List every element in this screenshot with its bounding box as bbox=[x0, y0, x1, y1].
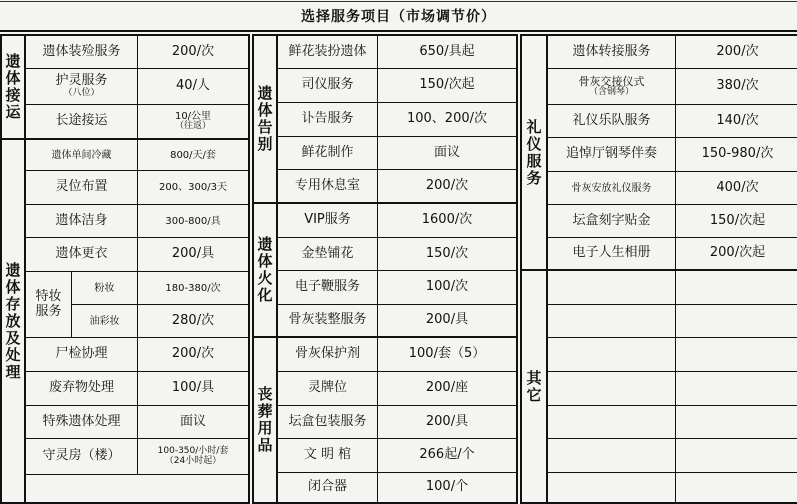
service-price: 200/具 bbox=[138, 238, 248, 272]
service-price: 100/个 bbox=[425, 479, 469, 495]
service-price: 140/次 bbox=[676, 105, 797, 138]
makeup-type-text: 油彩妆 bbox=[89, 315, 120, 327]
column-2 bbox=[252, 34, 518, 504]
service-price: 650/具起 bbox=[378, 36, 516, 69]
service-name: 鲜花装扮遗体 bbox=[278, 36, 378, 69]
makeup-type bbox=[72, 305, 138, 338]
service-price: 150/次起 bbox=[378, 69, 516, 103]
service-name: 守灵房（楼） bbox=[26, 439, 138, 475]
service-name: 司仪服务 bbox=[278, 69, 378, 103]
service-name-text: 遗体单间冷藏 bbox=[51, 149, 112, 161]
service-name: 遗体洁身 bbox=[26, 205, 138, 238]
price-sub: （24小时起） bbox=[164, 455, 222, 466]
service-name: VIP服务 bbox=[278, 204, 378, 238]
title-rule bbox=[0, 30, 797, 32]
column-1 bbox=[0, 34, 250, 504]
empty-cell bbox=[548, 338, 676, 372]
service-name: 遗体转接服务 bbox=[548, 36, 676, 69]
service-price bbox=[138, 171, 248, 205]
service-price: 200/具 bbox=[378, 406, 516, 439]
service-name: 电子鞭服务 bbox=[278, 271, 378, 305]
price-text: 800/天/套 bbox=[170, 149, 216, 161]
empty-cell bbox=[548, 439, 676, 473]
service-name: 长途接运 bbox=[26, 105, 138, 140]
empty-cell bbox=[676, 439, 797, 473]
service-name-sub: （含钢琴） bbox=[588, 86, 634, 97]
service-price: 1600/次 bbox=[378, 204, 516, 238]
empty-cell bbox=[676, 406, 797, 439]
service-name: 灵位布置 bbox=[26, 171, 138, 205]
empty-cell bbox=[548, 305, 676, 338]
page-title: 选择服务项目（市场调节价） bbox=[301, 9, 496, 25]
service-name: 电子人生相册 bbox=[548, 238, 676, 271]
service-name-text: 护灵服务 bbox=[55, 73, 108, 89]
service-name: 遗体装殓服务 bbox=[26, 36, 138, 69]
price-text: 10/公里 bbox=[174, 111, 212, 123]
service-price: 400/次 bbox=[676, 172, 797, 205]
service-name: 灵牌位 bbox=[278, 372, 378, 406]
category-ceremony: 礼仪服务 bbox=[522, 36, 548, 271]
service-price: 100/具 bbox=[138, 372, 248, 406]
top-rule bbox=[0, 1, 797, 2]
service-price: 266起/个 bbox=[378, 439, 516, 473]
category-transport: 遗体接运 bbox=[2, 36, 26, 140]
service-name: 坛盒刻字贴金 bbox=[548, 205, 676, 238]
service-name bbox=[26, 140, 138, 171]
service-price: 100、200/次 bbox=[378, 103, 516, 137]
category-funeral-supplies: 丧葬用品 bbox=[254, 338, 278, 502]
service-price bbox=[138, 105, 248, 140]
service-name: 鲜花制作 bbox=[278, 137, 378, 170]
service-name: 遗体更衣 bbox=[26, 238, 138, 272]
service-name: 讣告服务 bbox=[278, 103, 378, 137]
service-name bbox=[548, 69, 676, 105]
price-text: 300-800/具 bbox=[165, 215, 221, 227]
service-price: 200/次 bbox=[676, 36, 797, 69]
empty-cell bbox=[548, 473, 676, 502]
service-name: 废弃物处理 bbox=[26, 372, 138, 406]
service-name: 礼仪乐队服务 bbox=[548, 105, 676, 138]
price-text: 100-350/小时/套 bbox=[157, 445, 229, 456]
category-farewell: 遗体告别 bbox=[254, 36, 278, 204]
service-price: 380/次 bbox=[676, 69, 797, 105]
price-text: 200、300/3天 bbox=[159, 182, 227, 193]
service-name: 特殊遗体处理 bbox=[26, 406, 138, 439]
empty-cell bbox=[676, 305, 797, 338]
category-storage: 遗体存放及处理 bbox=[2, 140, 26, 502]
empty-cell bbox=[548, 372, 676, 406]
service-price: 200/次 bbox=[138, 36, 248, 69]
service-price: 150/次 bbox=[378, 238, 516, 271]
empty-cell bbox=[548, 406, 676, 439]
empty-cell bbox=[676, 372, 797, 406]
service-name: 金垫铺花 bbox=[278, 238, 378, 271]
service-name: 专用休息室 bbox=[278, 170, 378, 204]
empty-cell bbox=[676, 473, 797, 502]
service-name-text: 骨灰安放礼仪服务 bbox=[571, 182, 652, 194]
service-name bbox=[548, 172, 676, 205]
service-price: 200/次 bbox=[378, 170, 516, 204]
empty-cell bbox=[676, 271, 797, 305]
service-price bbox=[138, 140, 248, 171]
service-name: 骨灰保护剂 bbox=[278, 338, 378, 372]
service-name: 骨灰装整服务 bbox=[278, 305, 378, 338]
service-price bbox=[138, 205, 248, 238]
category-cremation: 遗体火化 bbox=[254, 204, 278, 338]
service-price: 150/次起 bbox=[676, 205, 797, 238]
makeup-label: 特妆服务 bbox=[26, 272, 72, 338]
price-sub: （往返） bbox=[174, 121, 211, 132]
service-name: 文 明 棺 bbox=[278, 439, 378, 473]
column-3 bbox=[520, 34, 797, 504]
service-price: 150-980/次 bbox=[676, 138, 797, 172]
service-price: 200/次 bbox=[138, 338, 248, 372]
service-price bbox=[138, 272, 248, 305]
service-price: 280/次 bbox=[138, 305, 248, 338]
makeup-type bbox=[72, 272, 138, 305]
service-name bbox=[26, 69, 138, 105]
service-price: 200/座 bbox=[378, 372, 516, 406]
service-price: 100/次 bbox=[378, 271, 516, 305]
service-price: 200/具 bbox=[378, 305, 516, 338]
service-price: 面议 bbox=[378, 137, 516, 170]
empty-cell bbox=[676, 338, 797, 372]
service-price bbox=[138, 439, 248, 475]
category-other: 其它 bbox=[522, 271, 548, 502]
service-name: 闭合器 bbox=[278, 473, 378, 502]
service-name: 尸检协理 bbox=[26, 338, 138, 372]
service-price: 面议 bbox=[138, 406, 248, 439]
makeup-type-text: 粉妆 bbox=[94, 282, 115, 294]
service-price: 200/次起 bbox=[676, 238, 797, 271]
service-name-sub: （八位） bbox=[63, 87, 100, 98]
service-name-text: 骨灰交接仪式 bbox=[578, 74, 645, 88]
service-price: 40/人 bbox=[138, 69, 248, 105]
service-name: 追悼厅钢琴伴奏 bbox=[548, 138, 676, 172]
empty-cell bbox=[548, 271, 676, 305]
price-text: 180-380/次 bbox=[165, 282, 221, 294]
service-price: 100/套（5） bbox=[378, 338, 516, 372]
service-name: 坛盒包装服务 bbox=[278, 406, 378, 439]
